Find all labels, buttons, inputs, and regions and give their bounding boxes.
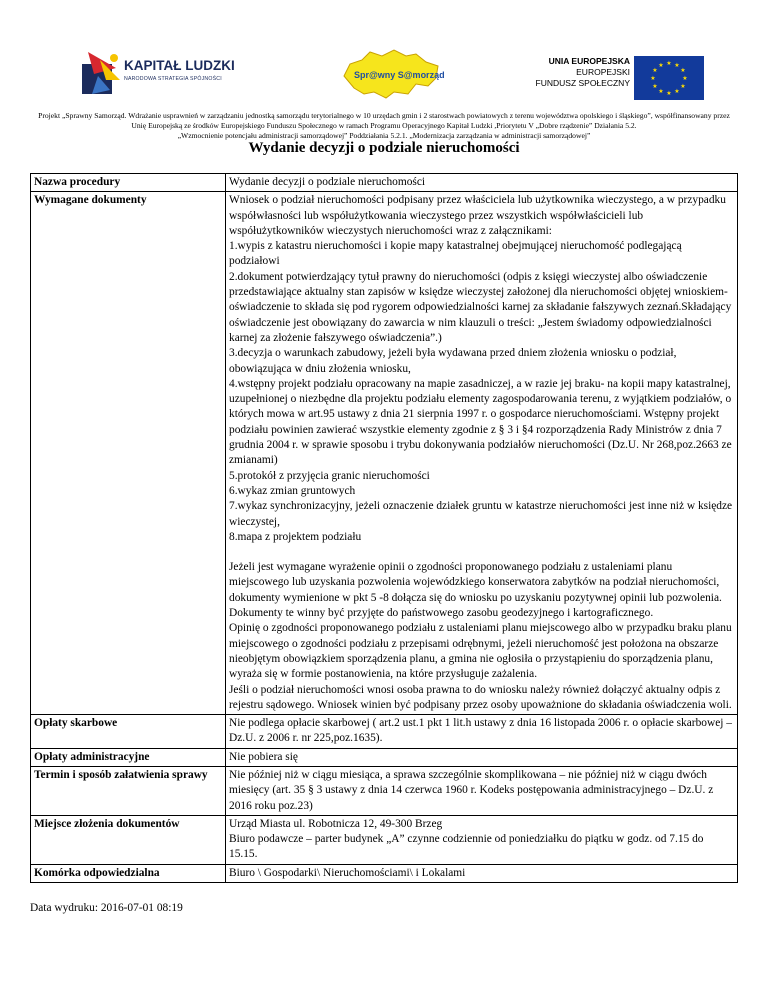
- required-documents-list: Wniosek o podział nieruchomości podpisany przez właściciela lub użytkownika wieczystego, a w przypadku współwłasności lub współużytkowania wieczystego przez wszystkich współwłaścicieli lub współużytkowników wieczystych nieruchomości wraz z załącznikami: 1.wypis z katastru nieruchomości i kopie mapy katastralnej obejmującej nieruchomość podlegającą podziałowi 2.dokument potwierdzający tytuł prawny do nieruchomości (odpis z księgi wieczystej albo oświadczenie przedstawiające aktualny stan zapisów w księdze wieczystej założonej dla nieruchomości objętej wnioskiem- oświadczenie to składa się pod rygorem odpowiedzialności karnej za składanie fałszywych zeznań.Składający oświadczenie jest obowiązany do zawarcia w nim klauzuli o treści: „Jestem świadomy odpowiedzialności karnej za złożenie fałszywego oświadczenia”.) 3.decyzja o warunkach zabudowy, jeżeli była wydawana przed dniem złożenia wniosku o podział, obowiązująca w dniu złożenia wniosku, 4.wstępny projekt podziału opracowany na mapie zasadniczej, a w razie jej braku- na kopii mapy katastralnej, uzupełnionej o niezbędne dla projektu podziału elementy zagospodarowania terenu, z wyjątkiem podziałów, o których mowa w art.95 ustawy z dnia 21 sierpnia 1997 r. o gospodarce nieruchomościami. Wstępny projekt podziału powinien zawierać wszystkie elementy zgodnie z § 3 i §4 rozporządzenia Rady Ministrów z dnia 7 grudnia 2004 r. w sprawie sposobu i trybu dokonywania podziałów nieruchomości (Dz.U. Nr 268,poz.2663 ze zmianami) 5.protokół z przyjęcia granic nieruchomości 6.wykaz zmian gruntowych 7.wykaz synchronizacyjny, jeżeli oznaczenie działek gruntu w katastrze nieruchomości jest inne niż w księdze wieczystej, 8.mapa z projektem podziału: [229, 194, 733, 543]
- project-description: [30, 111, 738, 141]
- svg-text:★: ★: [652, 83, 658, 90]
- admin-fees-label: Opłaty administracyjne: [31, 748, 226, 766]
- svg-text:★: ★: [682, 75, 688, 82]
- header-logos: [0, 44, 768, 104]
- admin-fees-value: Nie pobiera się: [226, 748, 738, 766]
- eu-line1: UNIA EUROPEJSKA: [548, 56, 630, 66]
- submission-place-value: Urząd Miasta ul. Robotnicza 12, 49-300 Brzeg Biuro podawcze – parter budynek „A” czynne codziennie od poniedziałku do piątku w godz. od 7.15 do 15.15.: [226, 815, 738, 864]
- svg-text:★: ★: [652, 67, 658, 74]
- responsible-unit-label: Komórka odpowiedzialna: [31, 864, 226, 882]
- project-line1: Projekt „Sprawny Samorząd. Wdrażanie usprawnień w zarządzaniu jednostką samorządu terytorialnego w 10 urzędach gmin i 2 starostwach powiatowych z terenu województwa opolskiego i śląskiego”, współfinansowany przez Unię Europejską ze środków Europejskiego Funduszu Społecznego w ramach Programu Operacyjnego Kapitał Ludzki ,Priorytetu V „Dobre rządzenie” Działania 5.2.: [38, 111, 730, 130]
- required-documents-cell: [226, 192, 738, 715]
- eu-line2: EUROPEJSKI: [576, 67, 630, 77]
- project-line2: „Wzmocnienie potencjału administracji samorządowej” Poddziałania 5.2.1. „Modernizacja zarządzania w administracji samorządowej”: [177, 131, 591, 140]
- row-procedure-name: [31, 174, 738, 192]
- svg-text:★: ★: [674, 88, 680, 95]
- eu-text: [536, 56, 630, 89]
- svg-text:★: ★: [680, 83, 686, 90]
- svg-text:★: ★: [666, 60, 672, 67]
- sprawny-samorzad-logo: [336, 46, 446, 102]
- row-deadline: [31, 766, 738, 815]
- sprawny-samorzad-name: Spr@wny S@morząd: [354, 70, 445, 80]
- deadline-label: Termin i sposób załatwienia sprawy: [31, 766, 226, 815]
- row-responsible-unit: [31, 864, 738, 882]
- stamp-duty-label: Opłaty skarbowe: [31, 715, 226, 749]
- row-required-documents: [31, 192, 738, 715]
- stamp-duty-value: Nie podlega opłacie skarbowej ( art.2 ust.1 pkt 1 lit.h ustawy z dnia 16 listopada 2006 r. o opłacie skarbowej – Dz.U. z 2006 r. nr 225,poz.1635).: [226, 715, 738, 749]
- required-documents-notes: Jeżeli jest wymagane wyrażenie opinii o zgodności proponowanego podziału z ustaleniami planu miejscowego lub uzyskania pozwolenia wojewódzkiego konserwatora zabytków na podział nieruchomości, dokumenty wymienione w pkt 5 -8 dołącza się do wniosku po uzyskaniu pozytywnej opinii lub pozwolenia. Dokumenty te winny być przyjęte do państwowego zasobu geodezyjnego i kartograficznego. Opinię o zgodności proponowanego podziału z ustaleniami planu miejscowego albo w przypadku braku planu miejscowego o zgodności podziału z przepisami odrębnymi, jeżeli nieruchomość jest położona na obszarze nieobjętym obowiązkiem sporządzenia planu, a gmina nie ogłosiła o przystąpieniu do sporządzenia planu, wyraża się w formie postanowienia, na które przysługuje zażalenia. Jeśli o podział nieruchomości wnosi osoba prawna to do wniosku należy również dołączyć aktualny odpis z rejestru sądowego. Wniosek winien być podpisany przez osoby upoważnione do składania oświadczenia woli.: [229, 561, 732, 711]
- eu-flag-icon: [634, 56, 704, 100]
- required-documents-label: Wymagane dokumenty: [31, 192, 226, 715]
- print-date: Data wydruku: 2016-07-01 08:19: [30, 902, 183, 914]
- kapital-ludzki-subtitle: NARODOWA STRATEGIA SPÓJNOŚCI: [124, 76, 222, 82]
- procedure-name-value: Wydanie decyzji o podziale nieruchomości: [226, 174, 738, 192]
- kapital-ludzki-logo: [80, 46, 240, 102]
- responsible-unit-value: Biuro \ Gospodarki\ Nieruchomościami\ i Lokalami: [226, 864, 738, 882]
- svg-text:★: ★: [674, 62, 680, 69]
- kapital-ludzki-name: KAPITAŁ LUDZKI: [124, 58, 235, 73]
- svg-text:★: ★: [658, 88, 664, 95]
- svg-text:★: ★: [658, 62, 664, 69]
- deadline-value: Nie później niż w ciągu miesiąca, a sprawa szczególnie skomplikowana – nie później niż w ciągu dwóch miesięcy (art. 35 § 3 ustawy z dnia 14 czerwca 1960 r. Kodeks postępowania administracyjnego – Dz.U. z 2016 roku poz.23): [226, 766, 738, 815]
- row-submission-place: [31, 815, 738, 864]
- eu-logo: [535, 56, 710, 100]
- row-stamp-duty: [31, 715, 738, 749]
- svg-text:★: ★: [666, 90, 672, 97]
- svg-text:★: ★: [680, 67, 686, 74]
- page-title: Wydanie decyzji o podziale nieruchomości: [248, 140, 520, 156]
- procedure-table: [30, 173, 738, 883]
- procedure-name-label: Nazwa procedury: [31, 174, 226, 192]
- kapital-ludzki-icon: [80, 50, 122, 96]
- row-admin-fees: [31, 748, 738, 766]
- eu-line3: FUNDUSZ SPOŁECZNY: [535, 78, 630, 88]
- svg-text:★: ★: [650, 75, 656, 82]
- submission-place-label: Miejsce złożenia dokumentów: [31, 815, 226, 864]
